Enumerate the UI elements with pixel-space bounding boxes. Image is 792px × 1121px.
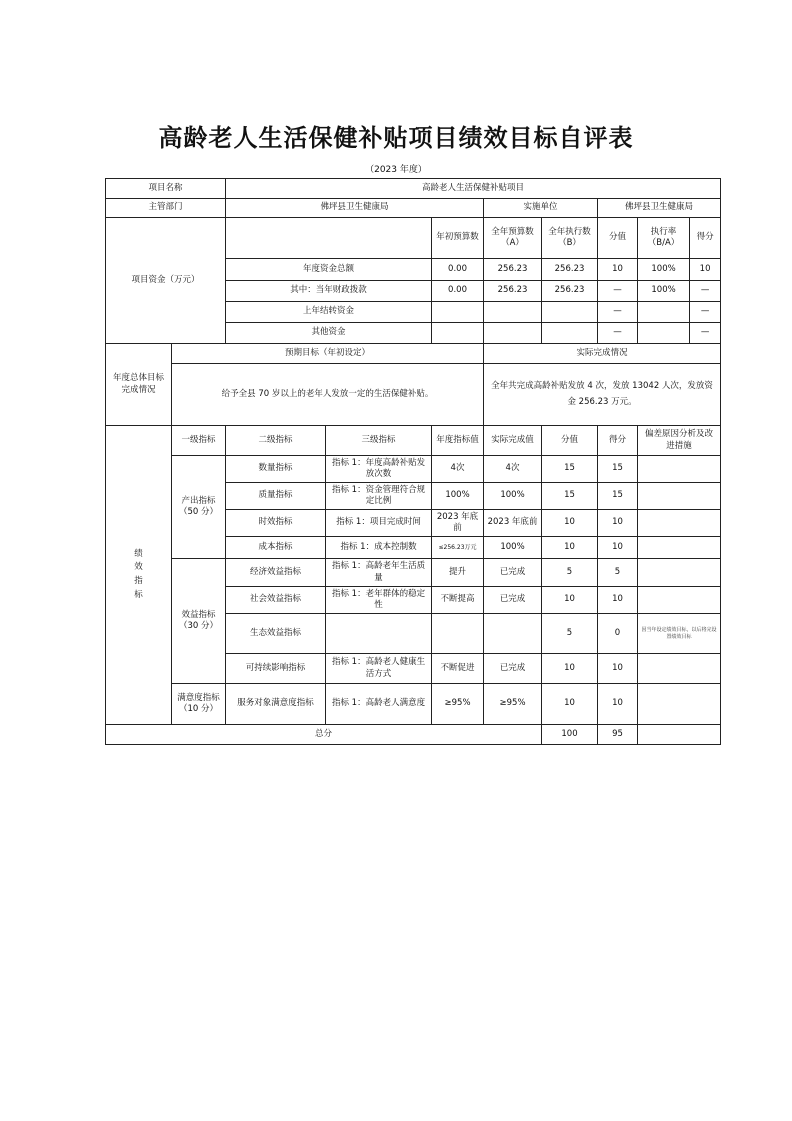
perf-row-actual: 已完成 xyxy=(484,559,542,587)
perf-row-got: 10 xyxy=(598,587,638,614)
perf-header-l1: 一级指标 xyxy=(172,426,226,456)
perf-row-reason: 因当年设定绩效目标，以后将完设置绩效目标 xyxy=(638,614,721,654)
perf-row-got: 15 xyxy=(598,483,638,510)
funds-row-got: — xyxy=(700,306,710,317)
goals-expected-label: 预期目标（年初设定） xyxy=(172,344,484,364)
perf-row-l2: 数量指标 xyxy=(226,456,326,483)
total-row xyxy=(106,725,721,745)
total-label: 总分 xyxy=(106,725,542,745)
perf-row-target: ≥95% xyxy=(432,684,484,725)
funds-header-exec: 全年执行数（B） xyxy=(542,218,598,259)
funds-row-score: — xyxy=(598,281,638,302)
funds-row-exec xyxy=(542,323,598,344)
perf-row-actual: 已完成 xyxy=(484,654,542,684)
perf-header-actual: 实际完成值 xyxy=(484,426,542,456)
funds-row-budget: 256.23 xyxy=(484,259,542,281)
funds-row-score: — xyxy=(598,302,638,323)
perf-row-got: 10 xyxy=(598,684,638,725)
impl-label: 实施单位 xyxy=(484,199,598,218)
perf-row-l2: 经济效益指标 xyxy=(226,559,326,587)
funds-header-row xyxy=(106,218,721,259)
funds-row-name: 其他资金 xyxy=(226,323,432,344)
funds-header-initial: 年初预算数 xyxy=(432,218,484,259)
perf-header-l2: 二级指标 xyxy=(226,426,326,456)
perf-row-target: 提升 xyxy=(432,559,484,587)
perf-row-l3: 指标 1：资金管理符合规定比例 xyxy=(326,483,432,510)
perf-row-l3: 指标 1：高龄老人健康生活方式 xyxy=(326,654,432,684)
perf-row-reason xyxy=(638,510,721,537)
perf-row-actual: 4次 xyxy=(484,456,542,483)
funds-row-budget xyxy=(484,323,542,344)
perf-group-satisfaction: 满意度指标（10 分） xyxy=(172,684,226,725)
project-name-value: 高龄老人生活保健补贴项目 xyxy=(226,179,721,199)
perf-row-target: ≤256.23万元 xyxy=(432,537,484,559)
funds-row-budget xyxy=(484,302,542,323)
perf-row-actual: 已完成 xyxy=(484,587,542,614)
perf-row xyxy=(106,559,721,587)
project-name-row xyxy=(106,179,721,199)
funds-label: 项目资金（万元） xyxy=(106,218,226,344)
goals-actual: 全年共完成高龄补贴发放 4 次，发放 13042 人次，发放资金 256.23 万元。 xyxy=(484,364,721,426)
funds-row-got: 10 xyxy=(699,263,711,274)
perf-row-actual xyxy=(484,614,542,654)
funds-row-rate: 100% xyxy=(638,281,690,301)
perf-row xyxy=(106,684,721,725)
goals-label: 年度总体目标完成情况 xyxy=(106,344,172,426)
funds-row-rate xyxy=(638,323,690,343)
perf-row-score: 10 xyxy=(542,510,598,537)
perf-row-got: 5 xyxy=(598,559,638,587)
perf-header-target: 年度指标值 xyxy=(432,426,484,456)
perf-row-got: 15 xyxy=(598,456,638,483)
perf-section-label: 绩效指标 xyxy=(106,426,172,725)
perf-row-score: 15 xyxy=(542,483,598,510)
perf-row-target: 不断提高 xyxy=(432,587,484,614)
perf-row-score: 15 xyxy=(542,456,598,483)
perf-row-target: 100% xyxy=(432,483,484,510)
perf-row-reason xyxy=(638,537,721,559)
perf-row-reason xyxy=(638,559,721,587)
dept-row xyxy=(106,199,721,218)
perf-header-row xyxy=(106,426,721,456)
funds-row-rate-got xyxy=(638,302,721,323)
year-label: （2023 年度） xyxy=(365,165,427,175)
perf-header-score: 分值 xyxy=(542,426,598,456)
funds-header-rate: 执行率（B/A） xyxy=(638,218,690,258)
total-reason xyxy=(638,725,721,745)
perf-row-score: 5 xyxy=(542,614,598,654)
perf-group-benefit: 效益指标（30 分） xyxy=(172,559,226,684)
perf-row-l2: 服务对象满意度指标 xyxy=(226,684,326,725)
funds-row-score: 10 xyxy=(598,259,638,281)
funds-row-exec xyxy=(542,302,598,323)
funds-row-name: 上年结转资金 xyxy=(226,302,432,323)
funds-row-initial: 0.00 xyxy=(432,259,484,281)
perf-row-actual: ≥95% xyxy=(484,684,542,725)
perf-header-reason: 偏差原因分析及改进措施 xyxy=(638,426,721,456)
funds-row-got: — xyxy=(700,285,710,296)
perf-row-l3: 指标 1：高龄老人满意度 xyxy=(326,684,432,725)
goals-header-row xyxy=(106,344,721,364)
funds-row-name: 其中：当年财政拨款 xyxy=(226,281,432,302)
funds-row-initial: 0.00 xyxy=(432,281,484,302)
perf-row-got: 0 xyxy=(598,614,638,654)
funds-row-got: — xyxy=(700,327,710,338)
funds-row-rate: 100% xyxy=(638,259,690,280)
perf-row-score: 10 xyxy=(542,654,598,684)
funds-row-initial xyxy=(432,323,484,344)
funds-row-exec: 256.23 xyxy=(542,281,598,302)
funds-header-rate-got xyxy=(638,218,721,259)
perf-row-reason xyxy=(638,654,721,684)
perf-row-target xyxy=(432,614,484,654)
perf-row-l2: 成本指标 xyxy=(226,537,326,559)
funds-row-rate xyxy=(638,302,690,322)
funds-header-score: 分值 xyxy=(598,218,638,259)
funds-header-budget: 全年预算数（A） xyxy=(484,218,542,259)
perf-row-actual: 2023 年底前 xyxy=(484,510,542,537)
perf-row-l2: 质量指标 xyxy=(226,483,326,510)
evaluation-table xyxy=(105,178,721,745)
perf-row-target: 4次 xyxy=(432,456,484,483)
goals-actual-label: 实际完成情况 xyxy=(484,344,721,364)
perf-row-l3: 指标 1：年度高龄补贴发放次数 xyxy=(326,456,432,483)
perf-row-l2: 时效指标 xyxy=(226,510,326,537)
perf-row-l3: 指标 1：高龄老年生活质量 xyxy=(326,559,432,587)
perf-header-l3: 三级指标 xyxy=(326,426,432,456)
perf-row-actual: 100% xyxy=(484,537,542,559)
perf-row-target: 不断促进 xyxy=(432,654,484,684)
perf-row-score: 10 xyxy=(542,684,598,725)
funds-row-name: 年度资金总额 xyxy=(226,259,432,281)
funds-header-got: 得分 xyxy=(696,232,714,243)
perf-row-actual: 100% xyxy=(484,483,542,510)
impl-value: 佛坪县卫生健康局 xyxy=(598,199,721,218)
perf-row-l2: 生态效益指标 xyxy=(226,614,326,654)
perf-header-got: 得分 xyxy=(598,426,638,456)
funds-row-budget: 256.23 xyxy=(484,281,542,302)
perf-row-target: 2023 年底前 xyxy=(432,510,484,537)
perf-row-reason xyxy=(638,587,721,614)
perf-row-got: 10 xyxy=(598,510,638,537)
funds-row-rate-got xyxy=(638,259,721,281)
funds-header-blank xyxy=(226,218,432,259)
perf-row-l2: 可持续影响指标 xyxy=(226,654,326,684)
funds-row-exec: 256.23 xyxy=(542,259,598,281)
project-name-label: 项目名称 xyxy=(106,179,226,199)
dept-label: 主管部门 xyxy=(106,199,226,218)
perf-row-l2: 社会效益指标 xyxy=(226,587,326,614)
perf-row-l3: 指标 1：项目完成时间 xyxy=(326,510,432,537)
perf-row-l3 xyxy=(326,614,432,654)
goals-content-row xyxy=(106,364,721,426)
perf-row-got: 10 xyxy=(598,654,638,684)
funds-row-score: — xyxy=(598,323,638,344)
perf-row-l3: 指标 1：成本控制数 xyxy=(326,537,432,559)
perf-row-score: 10 xyxy=(542,587,598,614)
perf-row-l3: 指标 1：老年群体的稳定性 xyxy=(326,587,432,614)
funds-row-initial xyxy=(432,302,484,323)
goals-expected: 给予全县 70 岁以上的老年人发放一定的生活保健补贴。 xyxy=(172,364,484,426)
perf-group-output: 产出指标（50 分） xyxy=(172,456,226,559)
perf-row-score: 10 xyxy=(542,537,598,559)
funds-row-rate-got xyxy=(638,323,721,344)
perf-row-reason xyxy=(638,684,721,725)
perf-row xyxy=(106,456,721,483)
dept-value: 佛坪县卫生健康局 xyxy=(226,199,484,218)
perf-row-got: 10 xyxy=(598,537,638,559)
perf-row-reason xyxy=(638,483,721,510)
total-got: 95 xyxy=(598,725,638,745)
total-score: 100 xyxy=(542,725,598,745)
funds-row-rate-got xyxy=(638,281,721,302)
perf-row-reason xyxy=(638,456,721,483)
perf-row-score: 5 xyxy=(542,559,598,587)
page-title: 高龄老人生活保健补贴项目绩效目标自评表 xyxy=(158,123,634,152)
